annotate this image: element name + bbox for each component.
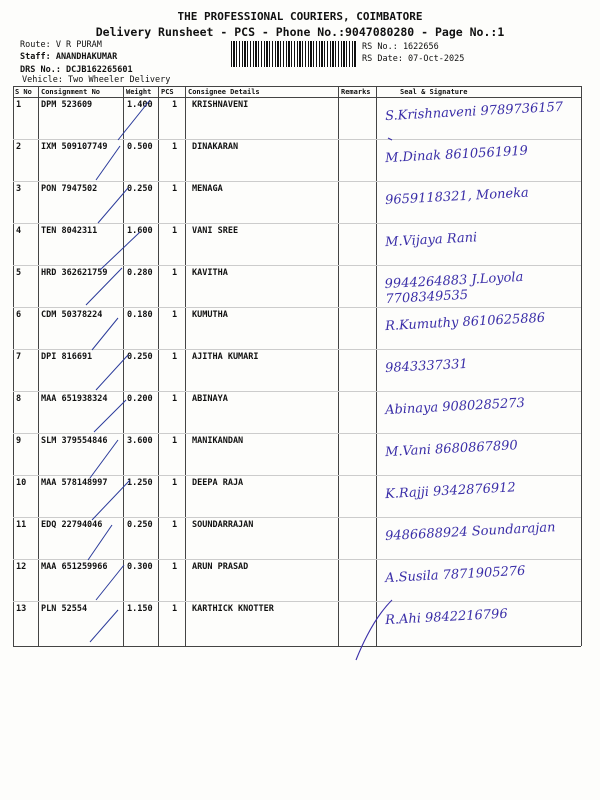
- col-weight: Weight: [126, 88, 152, 96]
- cell-pcs: 1: [172, 226, 178, 236]
- drs-number: DRS No.: DCJB162265601: [20, 65, 133, 75]
- cell-weight: 0.500: [127, 142, 153, 152]
- cell-consignment: TEN 8042311: [41, 226, 98, 236]
- cell-consignee: ARUN PRASAD: [192, 562, 249, 572]
- col-consignee: Consignee Details: [188, 88, 260, 96]
- cell-pcs: 1: [172, 142, 178, 152]
- cell-consignee: DINAKARAN: [192, 142, 239, 152]
- cell-weight: 0.180: [127, 310, 153, 320]
- cell-pcs: 1: [172, 478, 178, 488]
- runsheet-title: Delivery Runsheet - PCS - Phone No.:9047080280 - Page No.:1: [95, 25, 505, 39]
- cell-sno: 13: [16, 604, 27, 614]
- cell-weight: 1.400: [127, 100, 153, 110]
- cell-consignment: MAA 651259966: [41, 562, 108, 572]
- col-sno: S No: [15, 88, 32, 96]
- col-pcs: PCS: [161, 88, 174, 96]
- col-consignment: Consignment No: [41, 88, 101, 96]
- cell-weight: 0.250: [127, 520, 153, 530]
- cell-sno: 2: [16, 142, 22, 152]
- route-label: Route: V R PURAM: [20, 40, 102, 50]
- company-name: THE PROFESSIONAL COURIERS, COIMBATORE: [177, 10, 423, 23]
- cell-pcs: 1: [172, 436, 178, 446]
- signature: R.Kumuthy 8610625886: [384, 310, 546, 335]
- cell-weight: 1.600: [127, 226, 153, 236]
- cell-pcs: 1: [172, 604, 178, 614]
- cell-consignment: PLN 52554: [41, 604, 88, 614]
- signature: 9843337331: [384, 356, 469, 377]
- cell-weight: 0.300: [127, 562, 153, 572]
- signature: Abinaya 9080285273: [384, 395, 526, 419]
- cell-consignee: KAVITHA: [192, 268, 228, 278]
- signature: M.Vani 8680867890: [384, 438, 519, 461]
- cell-weight: 1.250: [127, 478, 153, 488]
- col-remarks: Remarks: [341, 88, 371, 96]
- signature: 9659118321, Moneka: [384, 185, 530, 209]
- cell-pcs: 1: [172, 268, 178, 278]
- cell-consignment: HRD 362621759: [41, 268, 108, 278]
- cell-consignment: MAA 651938324: [41, 394, 108, 404]
- cell-weight: 1.150: [127, 604, 153, 614]
- cell-pcs: 1: [172, 310, 178, 320]
- cell-sno: 10: [16, 478, 27, 488]
- signature: R.Ahi 9842216796: [384, 606, 509, 629]
- cell-sno: 11: [16, 520, 27, 530]
- cell-consignment: DPI 816691: [41, 352, 93, 362]
- rs-date: RS Date: 07-Oct-2025: [362, 54, 465, 64]
- cell-sno: 4: [16, 226, 22, 236]
- cell-pcs: 1: [172, 394, 178, 404]
- cell-consignee: VANI SREE: [192, 226, 239, 236]
- cell-consignee: MENAGA: [192, 184, 223, 194]
- cell-consignee: MANIKANDAN: [192, 436, 244, 446]
- staff-label: Staff: ANANDHAKUMAR: [20, 52, 118, 62]
- cell-sno: 7: [16, 352, 22, 362]
- cell-consignee: DEEPA RAJA: [192, 478, 244, 488]
- cell-weight: 0.280: [127, 268, 153, 278]
- cell-sno: 5: [16, 268, 22, 278]
- cell-weight: 0.250: [127, 352, 153, 362]
- cell-sno: 1: [16, 100, 22, 110]
- cell-consignment: DPM 523609: [41, 100, 93, 110]
- signature: M.Vijaya Rani: [384, 230, 478, 251]
- cell-consignee: AJITHA KUMARI: [192, 352, 259, 362]
- cell-pcs: 1: [172, 100, 178, 110]
- vehicle-label: Vehicle: Two Wheeler Delivery: [22, 75, 171, 85]
- signature: 9486688924 Soundarajan: [384, 520, 556, 545]
- cell-consignee: KUMUTHA: [192, 310, 228, 320]
- cell-consignee: SOUNDARRAJAN: [192, 520, 254, 530]
- col-signature: Seal & Signature: [400, 88, 468, 96]
- cell-weight: 0.250: [127, 184, 153, 194]
- cell-weight: 3.600: [127, 436, 153, 446]
- cell-pcs: 1: [172, 352, 178, 362]
- cell-weight: 0.200: [127, 394, 153, 404]
- signature: K.Rajji 9342876912: [384, 480, 517, 503]
- cell-sno: 9: [16, 436, 22, 446]
- signature: 9944264883 J.Loyola 7708349535: [384, 269, 524, 308]
- delivery-tick-marks: [86, 100, 150, 642]
- signature: S.Krishnaveni 9789736157: [384, 99, 564, 125]
- cell-consignee: KARTHICK KNOTTER: [192, 604, 274, 614]
- cell-pcs: 1: [172, 562, 178, 572]
- cell-consignment: PON 7947502: [41, 184, 98, 194]
- cell-sno: 8: [16, 394, 22, 404]
- cell-consignment: CDM 50378224: [41, 310, 103, 320]
- cell-sno: 12: [16, 562, 27, 572]
- signature: M.Dinak 8610561919: [384, 143, 529, 167]
- cell-consignment: EDQ 22794046: [41, 520, 103, 530]
- rs-number: RS No.: 1622656: [362, 42, 439, 52]
- cell-sno: 6: [16, 310, 22, 320]
- cell-consignment: SLM 379554846: [41, 436, 108, 446]
- cell-consignee: KRISHNAVENI: [192, 100, 249, 110]
- cell-pcs: 1: [172, 520, 178, 530]
- signature: A.Susila 7871905276: [384, 563, 526, 587]
- cell-consignment: IXM 509107749: [41, 142, 108, 152]
- cell-consignment: MAA 578148997: [41, 478, 108, 488]
- cell-consignee: ABINAYA: [192, 394, 228, 404]
- cell-pcs: 1: [172, 184, 178, 194]
- cell-sno: 3: [16, 184, 22, 194]
